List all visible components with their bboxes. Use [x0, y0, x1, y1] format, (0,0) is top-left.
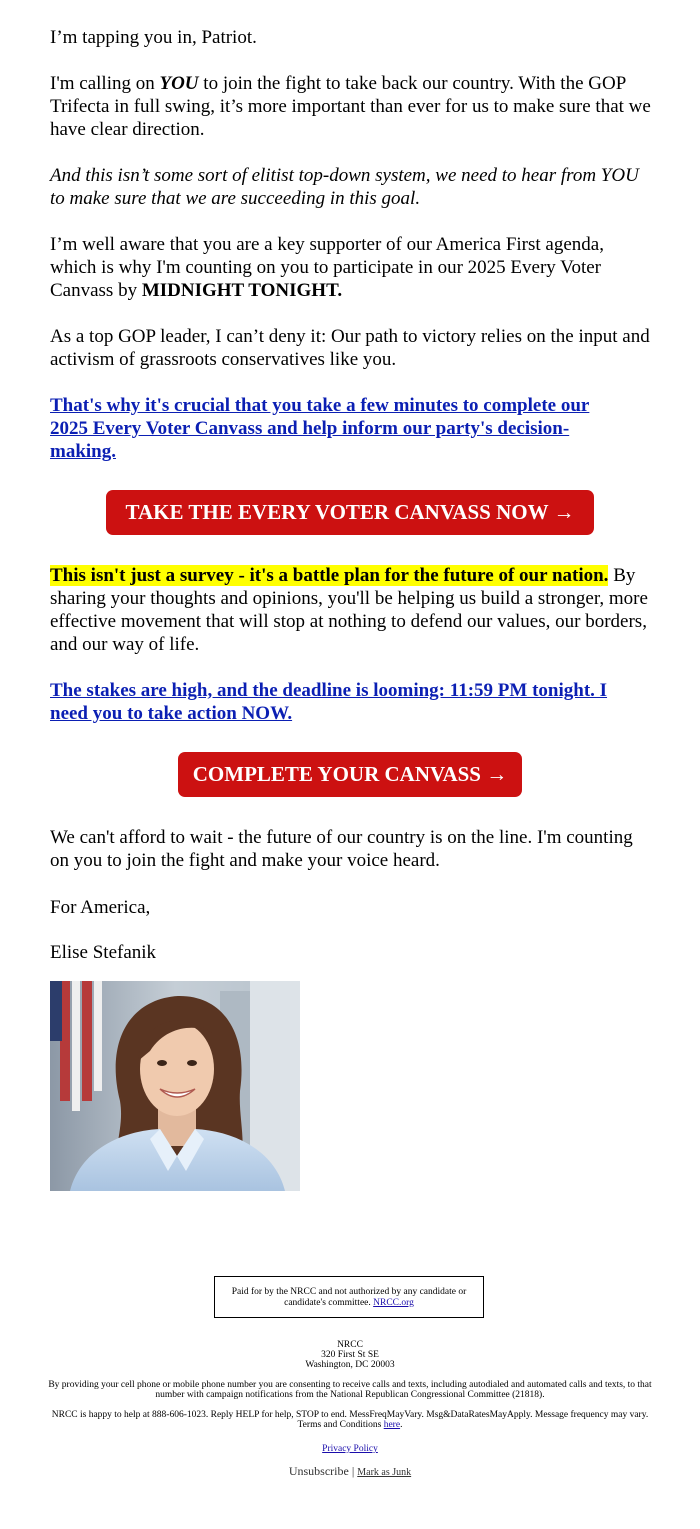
- paragraph-path-to-victory: As a top GOP leader, I can’t deny it: Our path to victory relies on the input and activism of grassroots conservatives like you.: [50, 326, 650, 370]
- signoff: For America,: [50, 897, 151, 918]
- address-org: NRCC: [337, 1340, 363, 1350]
- complete-canvass-button[interactable]: COMPLETE YOUR CANVASS →: [178, 752, 522, 797]
- separator: |: [351, 1464, 355, 1478]
- mark-as-junk-link[interactable]: Mark as Junk: [357, 1467, 412, 1478]
- paragraph-cant-wait: We can't afford to wait - the future of our country is on the line. I'm counting on you to join the fight and make your voice heard.: [50, 827, 633, 871]
- unsubscribe-link[interactable]: Unsubscribe: [288, 1464, 349, 1478]
- privacy-row: [40, 1444, 660, 1454]
- paragraph-battle-plan: This isn't just a survey - it's a battle plan for the future of our nation. By sharing your thoughts and opinions, you'll be helping us build a stronger, more effective movement that will stop at nothing to defend our values, our borders, and our way of life.: [50, 565, 648, 655]
- unsubscribe-row: [0, 1464, 700, 1479]
- deadline-link[interactable]: The stakes are high, and the deadline is looming: 11:59 PM tonight. I need you to take action NOW.: [50, 680, 608, 724]
- deadline-link-paragraph: [50, 679, 645, 725]
- nrcc-site-link[interactable]: NRCC.org: [373, 1298, 414, 1308]
- take-canvass-button[interactable]: TAKE THE EVERY VOTER CANVASS NOW →: [106, 490, 594, 535]
- canvass-link[interactable]: That's why it's crucial that you take a few minutes to complete our 2025 Every Voter Canvass and help inform our party's decision-making.: [50, 395, 590, 462]
- paragraph-italic: And this isn’t some sort of elitist top-down system, we need to hear from YOU to make sure that we are succeeding in this goal.: [50, 165, 639, 209]
- highlighted-text: This isn't just a survey - it's a battle plan for the future of our nation.: [50, 565, 609, 586]
- signature: Elise Stefanik: [50, 942, 157, 963]
- help-disclaimer: NRCC is happy to help at 888-606-1023. Reply HELP for help, STOP to end. MessFreqMayVary. Msg&DataRatesMayApply. Message frequency may vary. Terms and Conditions here.: [51, 1410, 649, 1430]
- paragraph-call-to-join: I'm calling on YOU to join the fight to take back our country. With the GOP Trifecta in full swing, it’s more important than ever for us to make sure that we have clear direction.: [50, 73, 651, 140]
- mailing-address: [40, 1340, 660, 1370]
- emphasis-you: YOU: [159, 73, 199, 94]
- terms-link[interactable]: here: [383, 1420, 401, 1430]
- portrait-illustration: [50, 981, 300, 1191]
- greeting: I’m tapping you in, Patriot.: [50, 27, 257, 48]
- paragraph-supporter: I’m well aware that you are a key supporter of our America First agenda, which is why I'm counting on you to participate in our 2025 Every Voter Canvass by MIDNIGHT TONIGHT.: [50, 234, 604, 301]
- paid-for-disclaimer: Paid for by the NRCC and not authorized by any candidate or candidate's committee. NRCC.org: [214, 1276, 484, 1318]
- consent-disclaimer: By providing your cell phone or mobile phone number you are consenting to receive calls and texts, including autodialed and automated calls and texts, to that number with campaign notifications from the National Republican Congressional Committee (21818).: [48, 1380, 652, 1400]
- signer-photo: [50, 981, 300, 1191]
- privacy-policy-link[interactable]: Privacy Policy: [322, 1444, 378, 1454]
- deadline-bold: MIDNIGHT TONIGHT.: [141, 280, 343, 301]
- address-street: 320 First St SE: [321, 1350, 379, 1360]
- canvass-link-paragraph: [50, 394, 630, 463]
- address-city: Washington, DC 20003: [305, 1360, 395, 1370]
